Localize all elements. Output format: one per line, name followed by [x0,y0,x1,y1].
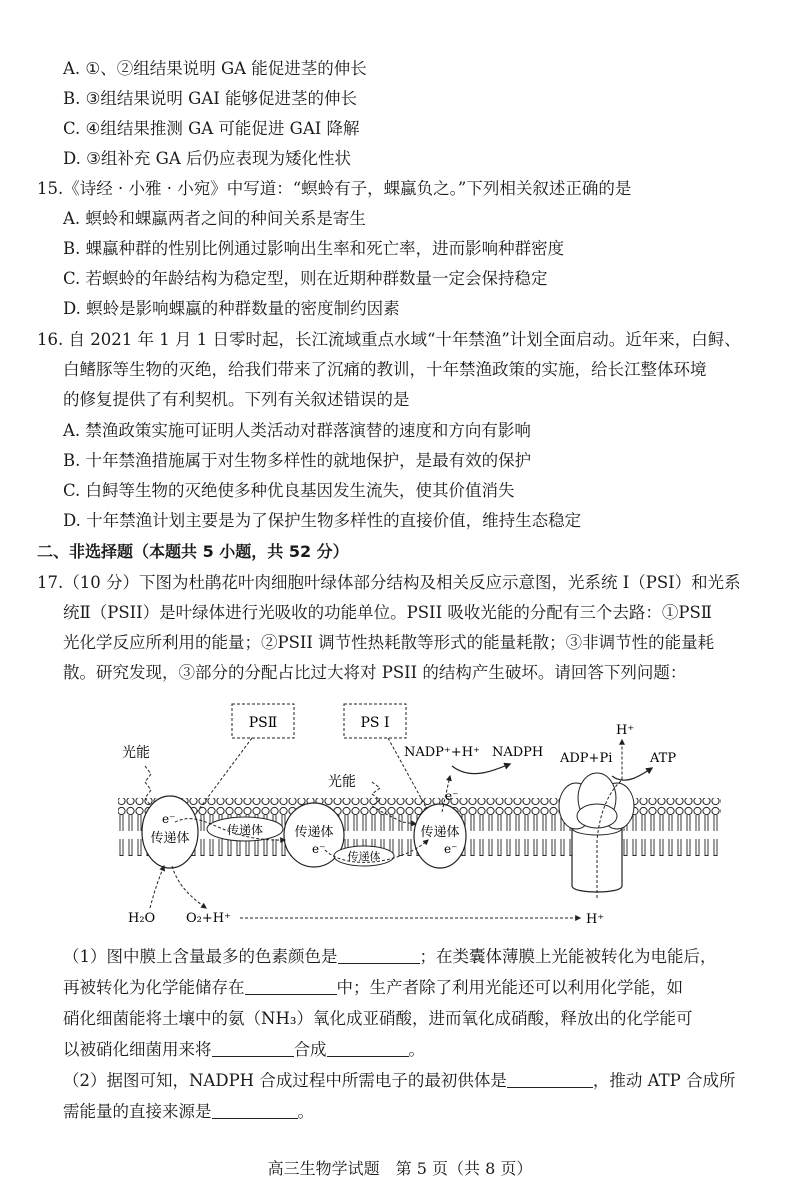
q16-stem-line-1: 16. 自 2021 年 1 月 1 日零时起，长江流域重点水域“十年禁渔”计划全面启动。近年来，白鲟、 [37,330,741,349]
psi-out-electron: e⁻ [445,789,459,803]
atp-arrow [612,768,652,780]
q17-stem-line-2: 统Ⅱ（PSII）是叶绿体进行光吸收的功能单位。PSII 吸收光能的分配有三个去路：①PSⅡ [63,603,712,622]
h-plus-top: H⁺ [616,723,635,738]
q17-part1-line-1 [63,946,717,968]
q17-part2-text-b: ，推动 ATP 合成所 [592,1071,736,1090]
q16-option-a: A. 禁渔政策实施可证明人类活动对群落演替的速度和方向有影响 [63,421,531,440]
answer-blank-3[interactable] [212,1040,294,1057]
nadp-input: NADP⁺+H⁺ [404,745,480,760]
q15-option-b: B. 蜾蠃种群的性别比例通过影响出生率和死亡率，进而影响种群密度 [63,239,565,258]
light-label-1: 光能 [122,745,150,761]
atp-synthase-head-4 [577,804,617,828]
psii-carrier-label: 传递体 [150,831,190,846]
q15-option-a: A. 螟蛉和蜾蠃两者之间的种间关系是寄生 [63,209,366,228]
q17-part1-text-a: （1）图中膜上含量最多的色素颜色是 [63,947,338,966]
answer-blank-1[interactable] [338,947,420,964]
q16-option-b: B. 十年禁渔措施属于对生物多样性的就地保护，是最有效的保护 [63,451,532,470]
q17-part1-line-2 [63,977,683,999]
q17-part1-text-b: ；在类囊体薄膜上光能被转化为电能后， [419,947,717,966]
section-heading: 二、非选择题（本题共 5 小题，共 52 分） [37,542,349,561]
psii-label: PSⅡ [248,715,278,731]
q17-part1-text-g: 合成 [293,1040,327,1059]
q17-part1-text-f: 以被硝化细菌用来将 [63,1040,212,1059]
q15-option-c: C. 若螟蛉的年龄结构为稳定型，则在近期种群数量一定会保持稳定 [63,269,548,288]
q16-stem-line-2: 白鳍豚等生物的灭绝，给我们带来了沉痛的教训，十年禁渔政策的实施，给长江整体环境 [63,360,707,379]
thylakoid-diagram [0,690,800,940]
q17-stem-line-3: 光化学反应所利用的能量；②PSII 调节性热耗散等形式的能量耗散；③非调节性的能量耗 [63,633,715,652]
q17-part1-text-c: 再被转化为化学能储存在 [63,978,245,997]
q15-option-d: D. 螟蛉是影响蜾蠃的种群数量的密度制约因素 [63,299,400,318]
answer-blank-2[interactable] [245,978,337,995]
psi-electron: e⁻ [444,842,458,856]
carrier-label-2: 传递体 [347,850,381,863]
q17-part2-line-1 [63,1070,735,1092]
q17-part2-text-d: 。 [297,1102,314,1121]
oxygen-arrow [172,866,206,908]
q17-part1-text-h: 。 [408,1040,425,1059]
water-label: H₂O [128,911,156,926]
page-footer: 高三生物学试题 第 5 页（共 8 页） [267,1159,533,1178]
q16-stem-line-3: 的修复提供了有利契机。下列有关叙述错误的是 [63,390,410,409]
q17-stem-line-1: 17.（10 分）下图为杜鹃花叶肉细胞叶绿体部分结构及相关反应示意图，光系统 I（PSI）和光系 [37,573,741,592]
water-arrow [150,866,164,908]
q15-stem: 15.《诗经 · 小雅 · 小宛》中写道：“螟蛉有子，蜾蠃负之。”下列相关叙述正确的是 [37,179,632,198]
q16-option-c: C. 白鲟等生物的灭绝使多种优良基因发生流失，使其价值消失 [63,481,515,500]
q17-part2-text-c: 需能量的直接来源是 [63,1102,212,1121]
psi-label: PS I [360,715,390,731]
carrier-label-1: 传递体 [226,823,264,837]
psii-electron: e⁻ [162,812,176,826]
adp-pi-label: ADP+Pi [560,751,613,766]
middle-electron: e⁻ [312,842,326,856]
q14-option-d: D. ③组补充 GA 后仍应表现为矮化性状 [63,149,352,168]
nadph-output: NADPH [492,745,544,760]
q17-part2-text-a: （2）据图可知，NADPH 合成过程中所需电子的最初供体是 [63,1071,507,1090]
light-label-2: 光能 [328,774,356,790]
middle-carrier-label: 传递体 [294,825,334,840]
answer-blank-5[interactable] [507,1071,593,1088]
q17-part2-line-2 [63,1101,314,1123]
q14-option-c: C. ④组结果推测 GA 可能促进 GAI 降解 [63,119,360,138]
h-plus-bottom: H⁺ [586,912,605,927]
q17-stem-line-4: 散。研究发现，③部分的分配占比过大将对 PSII 的结构产生破坏。请回答下列问题： [63,663,687,682]
psi-carrier-label: 传递体 [420,825,460,840]
answer-blank-4[interactable] [327,1040,409,1057]
q17-part1-text-d: 中；生产者除了利用光能还可以利用化学能，如 [336,978,683,997]
q16-option-d: D. 十年禁渔计划主要是为了保护生物多样性的直接价值，维持生态稳定 [63,511,582,530]
oxygen-label: O₂+H⁺ [186,911,231,926]
q14-option-a: A. ①、②组结果说明 GA 能促进茎的伸长 [63,59,367,78]
nadph-arrow [452,764,510,774]
q17-part1-line-3: 硝化细菌能将土壤中的氨（NH₃）氧化成亚硝酸，进而氧化成硝酸，释放出的化学能可 [63,1009,693,1028]
atp-label: ATP [650,751,677,766]
answer-blank-6[interactable] [212,1102,298,1119]
q14-option-b: B. ③组结果说明 GAI 能够促进茎的伸长 [63,89,358,108]
q17-part1-line-4 [63,1039,425,1061]
